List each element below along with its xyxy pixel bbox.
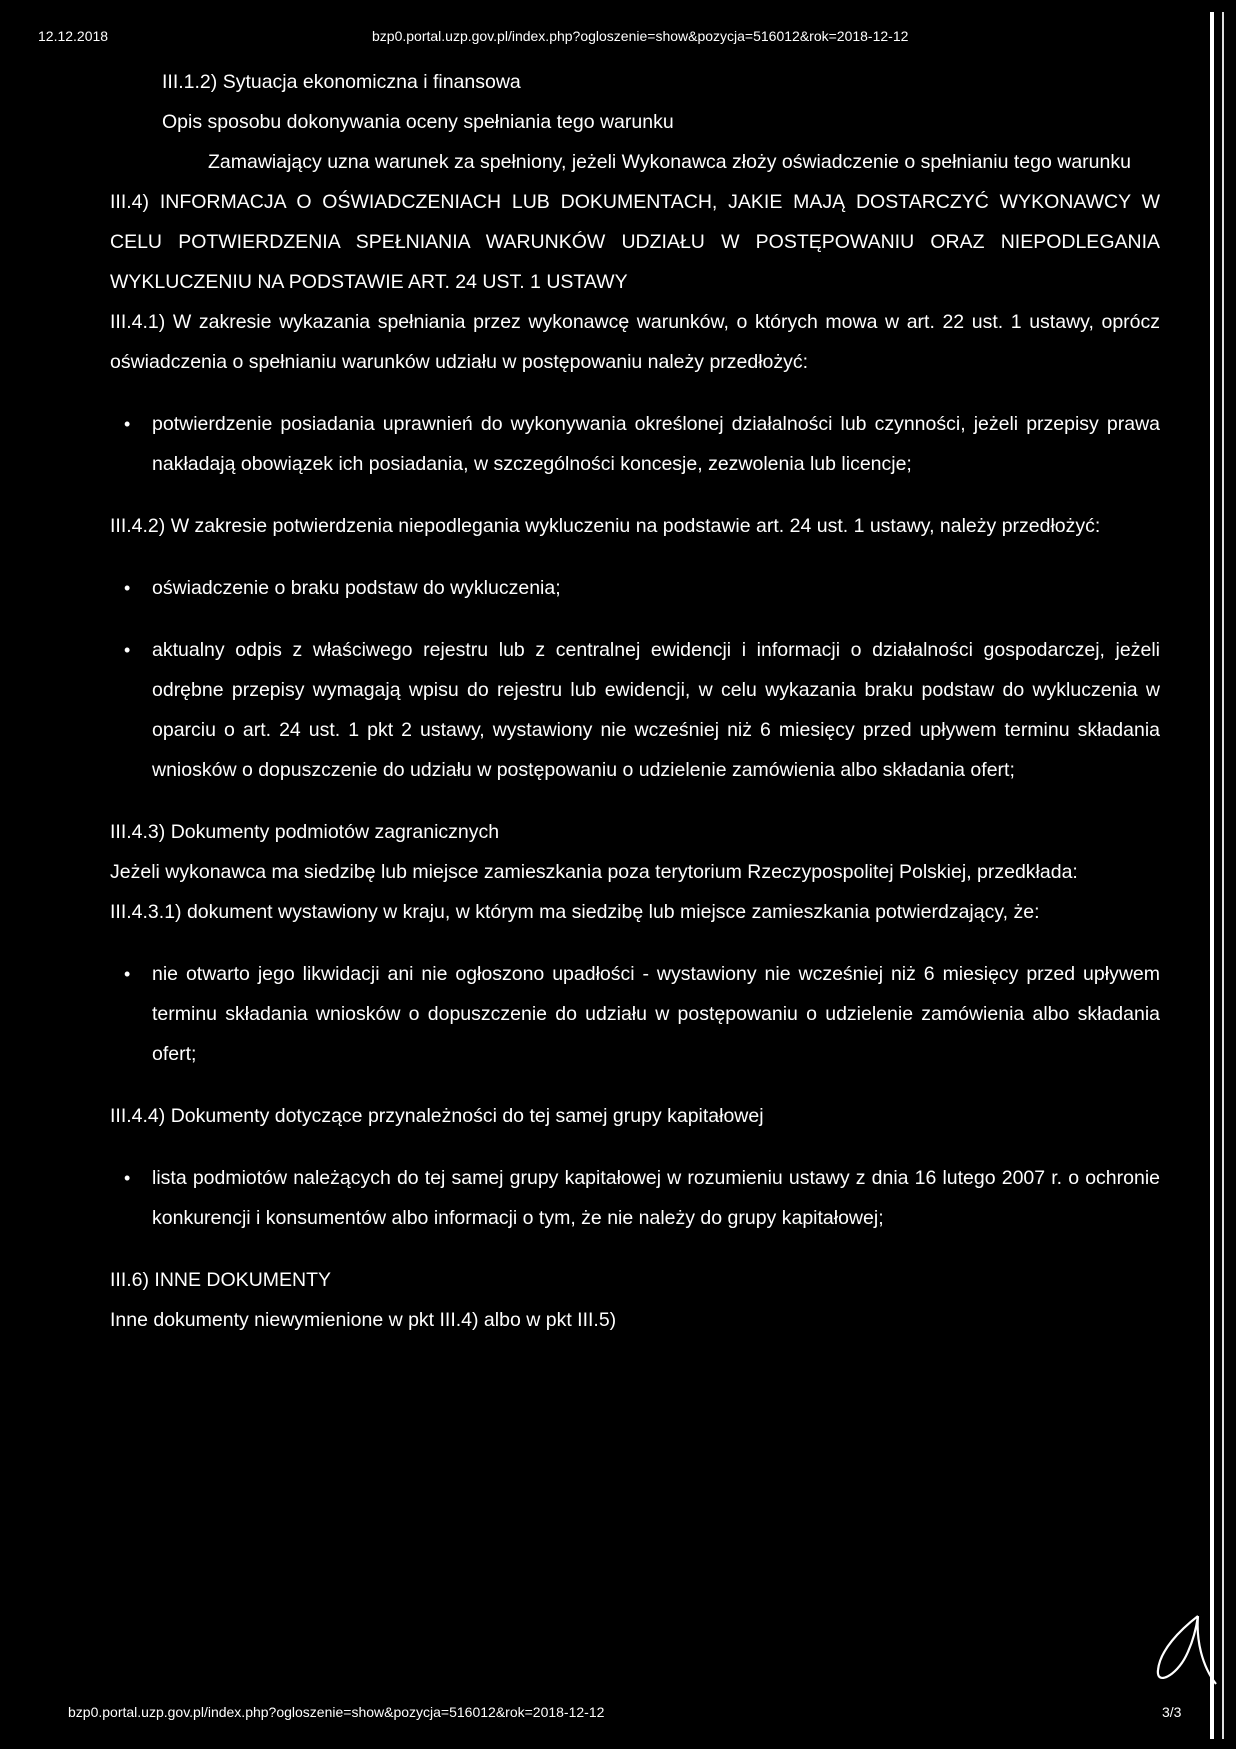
scan-edge-line bbox=[1210, 12, 1214, 1739]
list-spacer bbox=[110, 608, 1160, 630]
bullet-list bbox=[110, 404, 1160, 484]
list-item: • nie otwarto jego likwidacji ani nie ogłoszono upadłości - wystawiony nie wcześniej niż 6 miesięcy przed upływem terminu składania wniosków o dopuszczenie do udziału w postępowaniu o udzielenie zamówienia albo składania ofert; bbox=[110, 954, 1160, 1074]
bullet-list bbox=[110, 1158, 1160, 1238]
paragraph: III.4.4) Dokumenty dotyczące przynależności do tej samej grupy kapitałowej bbox=[110, 1105, 764, 1127]
bullet-list bbox=[110, 954, 1160, 1074]
bullet-list bbox=[110, 568, 1160, 790]
paragraph: III.1.2) Sytuacja ekonomiczna i finansowa bbox=[162, 71, 521, 93]
paragraph: III.4.1) W zakresie wykazania spełniania przez wykonawcę warunków, o których mowa w art. 22 ust. 1 ustawy, oprócz oświadczenia o spełnianiu warunków udziału w postępowaniu należy przedłożyć: bbox=[110, 311, 1160, 373]
header-url[interactable]: bzp0.portal.uzp.gov.pl/index.php?ogloszenie=show&pozycja=516012&rok=2018-12-12 bbox=[372, 28, 909, 44]
scan-edge-line bbox=[1222, 12, 1224, 1739]
document-body bbox=[110, 62, 1160, 1340]
paragraph: Inne dokumenty niewymienione w pkt III.4) albo w pkt III.5) bbox=[110, 1309, 617, 1331]
paragraph: III.4.2) W zakresie potwierdzenia niepodlegania wykluczeniu na podstawie art. 24 ust. 1 ustawy, należy przedłożyć: bbox=[110, 515, 1101, 537]
list-item: • aktualny odpis z właściwego rejestru lub z centralnej ewidencji i informacji o działalności gospodarczej, jeżeli odrębne przepisy wymagają wpisu do rejestru lub ewidencji, w celu wykazania braku podstaw do wykluczenia w oparciu o art. 24 ust. 1 pkt 2 ustawy, wystawiony nie wcześniej niż 6 miesięcy przed upływem terminu składania wniosków o dopuszczenie do udziału w postępowaniu o udzielenie zamówienia albo składania ofert; bbox=[110, 630, 1160, 790]
paragraph: Jeżeli wykonawca ma siedzibę lub miejsce zamieszkania poza terytorium Rzeczypospolitej Polskiej, przedkłada: bbox=[110, 861, 1078, 883]
paragraph: III.6) INNE DOKUMENTY bbox=[110, 1269, 332, 1291]
paragraph: III.4.3.1) dokument wystawiony w kraju, w którym ma siedzibę lub miejsce zamieszkania potwierdzający, że: bbox=[110, 901, 1040, 923]
page-number: 3/3 bbox=[1162, 1704, 1182, 1720]
header-date: 12.12.2018 bbox=[38, 28, 109, 44]
paragraph: III.4) INFORMACJA O OŚWIADCZENIACH LUB DOKUMENTACH, JAKIE MAJĄ DOSTARCZYĆ WYKONAWCY W CELU POTWIERDZENIA SPEŁNIANIA WARUNKÓW UDZIAŁU W POSTĘPOWANIU ORAZ NIEPODLEGANIA WYKLUCZENIU NA PODSTAWIE ART. 24 UST. 1 USTAWY bbox=[110, 191, 1160, 293]
list-item: • lista podmiotów należących do tej samej grupy kapitałowej w rozumieniu ustawy z dnia 16 lutego 2007 r. o ochronie konkurencji i konsumentów albo informacji o tym, że nie należy do grupy kapitałowej; bbox=[110, 1158, 1160, 1238]
paragraph: Zamawiający uzna warunek za spełniony, jeżeli Wykonawca złoży oświadczenie o spełnianiu tego warunku bbox=[208, 151, 1131, 173]
list-item: • potwierdzenie posiadania uprawnień do wykonywania określonej działalności lub czynności, jeżeli przepisy prawa nakładają obowiązek ich posiadania, w szczególności koncesje, zezwolenia lub licencje; bbox=[110, 404, 1160, 484]
list-item: • oświadczenie o braku podstaw do wykluczenia; bbox=[110, 568, 1160, 608]
paragraph: Opis sposobu dokonywania oceny spełniania tego warunku bbox=[162, 111, 674, 133]
paragraph: III.4.3) Dokumenty podmiotów zagranicznych bbox=[110, 821, 500, 843]
footer-url[interactable]: bzp0.portal.uzp.gov.pl/index.php?ogloszenie=show&pozycja=516012&rok=2018-12-12 bbox=[68, 1704, 605, 1720]
